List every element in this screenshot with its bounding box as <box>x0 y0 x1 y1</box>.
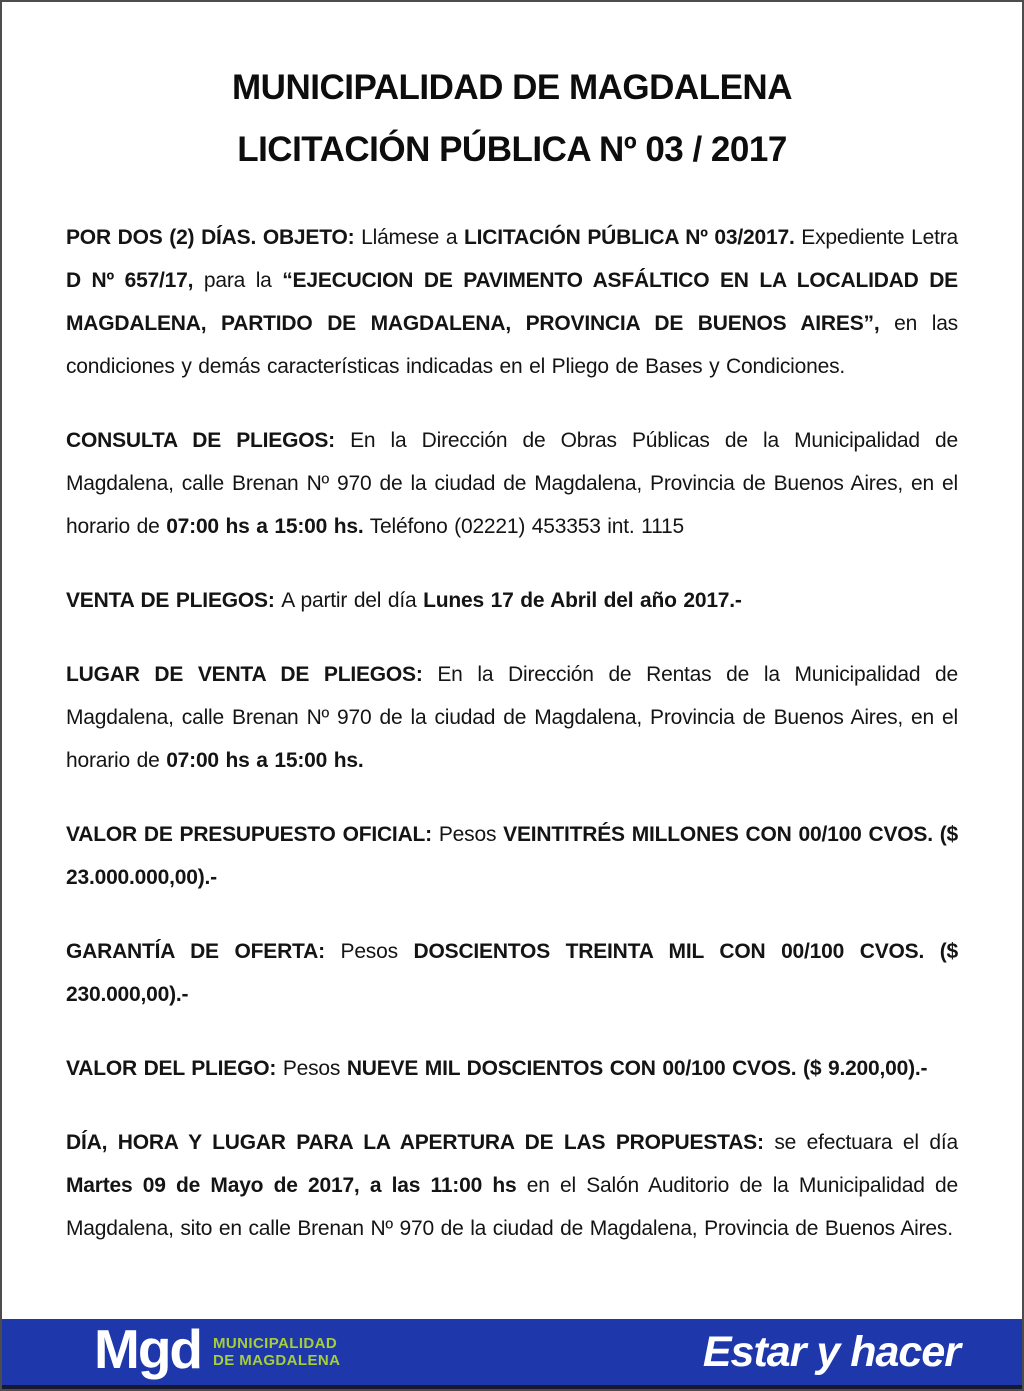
municipality-logo <box>94 1317 341 1380</box>
paragraph-apertura-propuestas: DÍA, HORA Y LUGAR PARA LA APERTURA DE LAS PROPUESTAS: se efectuara el día Martes 09 de Mayo de 2017, a las 11:00 hs en el Salón Auditorio de la Municipalidad de Magdalena, sito en calle Brenan Nº 970 de la ciudad de Magdalena, Provincia de Buenos Aires. <box>66 1131 958 1240</box>
footer-slogan: Estar y hacer <box>702 1327 960 1376</box>
mgd-logo-icon: Mgd <box>94 1317 202 1380</box>
paragraph-venta-de-pliegos: VENTA DE PLIEGOS: A partir del día Lunes 17 de Abril del año 2017.- <box>66 589 742 612</box>
paragraph-garantia-de-oferta: GARANTÍA DE OFERTA: Pesos DOSCIENTOS TREINTA MIL CON 00/100 CVOS. ($ 230.000,00).- <box>66 940 959 1006</box>
paragraph-valor-presupuesto-oficial: VALOR DE PRESUPUESTO OFICIAL: Pesos VEINTITRÉS MILLONES CON 00/100 CVOS. ($ 23.000.000,00).- <box>66 823 959 889</box>
document-body <box>2 168 1022 1250</box>
paragraph-consulta-de-pliegos: CONSULTA DE PLIEGOS: En la Dirección de Obras Públicas de la Municipalidad de Magdalena, calle Brenan Nº 970 de la ciudad de Magdalena, Provincia de Buenos Aires, en el horario de 07:00 hs a 15:00 hs. Teléfono (02221) 453353 int. 1115 <box>66 429 958 538</box>
paragraph-valor-del-pliego: VALOR DEL PLIEGO: Pesos NUEVE MIL DOSCIENTOS CON 00/100 CVOS. ($ 9.200,00).- <box>66 1057 928 1080</box>
footer-banner <box>2 1319 1022 1389</box>
municipality-name-line2: DE MAGDALENA <box>213 1352 341 1369</box>
page-subtitle: LICITACIÓN PÚBLICA Nº 03 / 2017 <box>237 130 787 169</box>
municipality-name-line1: MUNICIPALIDAD <box>213 1335 338 1352</box>
municipality-name <box>213 1335 340 1369</box>
paragraph-lugar-de-venta-de-pliegos: LUGAR DE VENTA DE PLIEGOS: En la Dirección de Rentas de la Municipalidad de Magdalena, calle Brenan Nº 970 de la ciudad de Magdalena, Provincia de Buenos Aires, en el horario de 07:00 hs a 15:00 hs. <box>66 663 958 772</box>
document-header <box>2 2 1022 168</box>
paragraph-objeto: POR DOS (2) DÍAS. OBJETO: Llámese a LICITACIÓN PÚBLICA Nº 03/2017. Expediente Letra D Nº 657/17, para la “EJECUCION DE PAVIMENTO ASFÁLTICO EN LA LOCALIDAD DE MAGDALENA, PARTIDO DE MAGDALENA, PROVINCIA DE BUENOS AIRES”, en las condiciones y demás características indicadas en el Pliego de Bases y Condiciones. <box>66 226 958 378</box>
page-title: MUNICIPALIDAD DE MAGDALENA <box>232 68 792 107</box>
